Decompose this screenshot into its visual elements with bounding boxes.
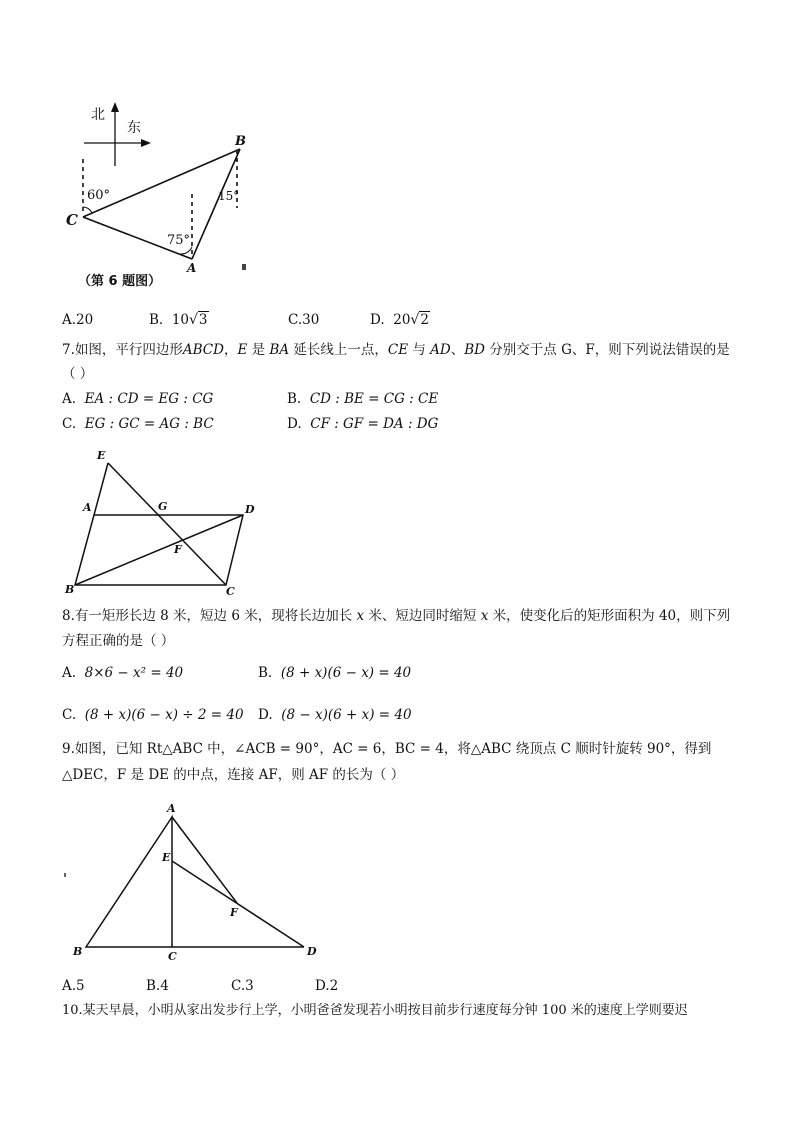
option-expr: CD : BE = CG : CE — [309, 391, 439, 407]
option-value: 3 — [245, 978, 254, 994]
text: 米、短边同时缩短 — [364, 608, 481, 624]
math: ABCD — [182, 342, 224, 358]
q9-option-c — [231, 977, 254, 995]
text: ， — [223, 342, 238, 358]
math: E — [237, 342, 248, 358]
q9-stem-line1: 9.如图，已知 Rt△ABC 中，∠ACB = 90°，AC = 6，BC = 4，将△ABC 绕顶点 C 顺时针旋转 90°，得到 — [62, 741, 712, 757]
vertex-d: D — [245, 503, 255, 516]
option-letter: B. — [258, 665, 273, 681]
vertex-a: A — [167, 802, 176, 815]
option-value: 5 — [76, 978, 85, 994]
option-letter: C. — [288, 312, 303, 328]
text: 与 — [408, 342, 431, 358]
option-expr: (8 + x)(6 − x) ÷ 2 = 40 — [84, 707, 244, 723]
option-letter: B. — [149, 312, 164, 328]
option-letter: B. — [146, 978, 161, 994]
figure-6-caption: （第 6 题图） — [78, 274, 162, 289]
segment-ed — [172, 861, 304, 947]
vertex-c: C — [66, 211, 78, 229]
option-expr: EA : CD = EG : CG — [84, 391, 214, 407]
text: 分别交于点 G、F，则下列说法错误的是 — [485, 342, 730, 358]
q9-option-d — [315, 977, 338, 995]
option-letter: D. — [258, 707, 273, 723]
text: 是 — [247, 342, 270, 358]
text: 、 — [450, 342, 465, 358]
vertex-e: E — [97, 449, 106, 462]
q6-option-b: B. 10√3 — [149, 312, 208, 328]
vertex-b: B — [235, 134, 246, 149]
text: 延长线上一点， — [289, 342, 388, 358]
q10-stem-line1: 10.某天早晨，小明从家出发步行上学，小明爸爸发现若小明按目前步行速度每分钟 100 米的速度上学则要迟 — [62, 1003, 688, 1018]
angle-15-label: 15° — [218, 189, 240, 203]
option-radicand: 3 — [198, 312, 208, 328]
q9-option-a — [62, 977, 85, 995]
text: 7.如图，平行四边形 — [62, 342, 183, 358]
vertex-e: E — [162, 851, 171, 864]
option-expr: CF : GF = DA : DG — [310, 416, 439, 432]
option-letter: A. — [62, 978, 77, 994]
option-letter: C. — [62, 416, 77, 432]
label-east: 东 — [127, 120, 141, 136]
math: x — [480, 608, 489, 624]
option-letter: A. — [62, 312, 77, 328]
text: 8.有一矩形长边 8 米，短边 6 米，现将长边加长 — [62, 608, 357, 624]
q6-option-d: D. 20√2 — [370, 312, 429, 328]
vertex-b: B — [73, 945, 83, 958]
option-letter: A. — [62, 665, 77, 681]
vertex-b: B — [65, 583, 75, 596]
vertex-c: C — [168, 950, 177, 963]
option-value: 2 — [329, 978, 339, 994]
q9-stem-line2: △DEC，F 是 DE 的中点，连接 AF，则 AF 的长为（ ） — [62, 767, 405, 783]
option-expr: 8×6 − x² = 40 — [84, 665, 184, 681]
q8-stem-line2: 方程正确的是（ ） — [62, 633, 175, 649]
point-f: F — [174, 543, 182, 556]
scan-mark — [64, 873, 66, 877]
q7-answer-paren: （ ） — [62, 366, 94, 382]
angle-60-label: 60° — [87, 188, 111, 203]
vertex-a: A — [187, 261, 197, 275]
math: BD — [464, 342, 485, 358]
option-letter: D. — [315, 978, 330, 994]
vertex-c: C — [226, 585, 235, 598]
option-coefficient: 10 — [171, 312, 189, 328]
option-value: 30 — [302, 312, 320, 328]
point-g: G — [158, 500, 168, 513]
math: x — [356, 608, 365, 624]
vertex-d: D — [307, 945, 317, 958]
math: CE — [387, 342, 409, 358]
math: AD — [430, 342, 451, 358]
q9-option-b — [146, 977, 169, 995]
point-f: F — [230, 906, 238, 919]
option-letter: D. — [370, 312, 385, 328]
math: BA — [269, 342, 290, 358]
option-coefficient: 20 — [393, 312, 411, 328]
label-north: 北 — [91, 107, 105, 123]
option-letter: D. — [287, 416, 302, 432]
option-letter: A. — [62, 391, 77, 407]
option-value: 4 — [160, 978, 169, 994]
triangle-abc — [86, 817, 172, 947]
vertex-a: A — [83, 501, 92, 514]
segment-af — [172, 817, 237, 903]
option-value: 20 — [76, 312, 94, 328]
option-letter: C. — [231, 978, 246, 994]
option-letter: B. — [287, 391, 302, 407]
option-letter: C. — [62, 707, 77, 723]
option-expr: EG : GC = AG : BC — [84, 416, 214, 432]
option-expr: (8 + x)(6 − x) = 40 — [280, 665, 412, 681]
option-radicand: 2 — [420, 312, 429, 328]
text: 米，使变化后的矩形面积为 40，则下列 — [488, 608, 731, 624]
angle-75-label: 75° — [167, 233, 191, 248]
option-expr: (8 − x)(6 + x) = 40 — [281, 707, 412, 723]
